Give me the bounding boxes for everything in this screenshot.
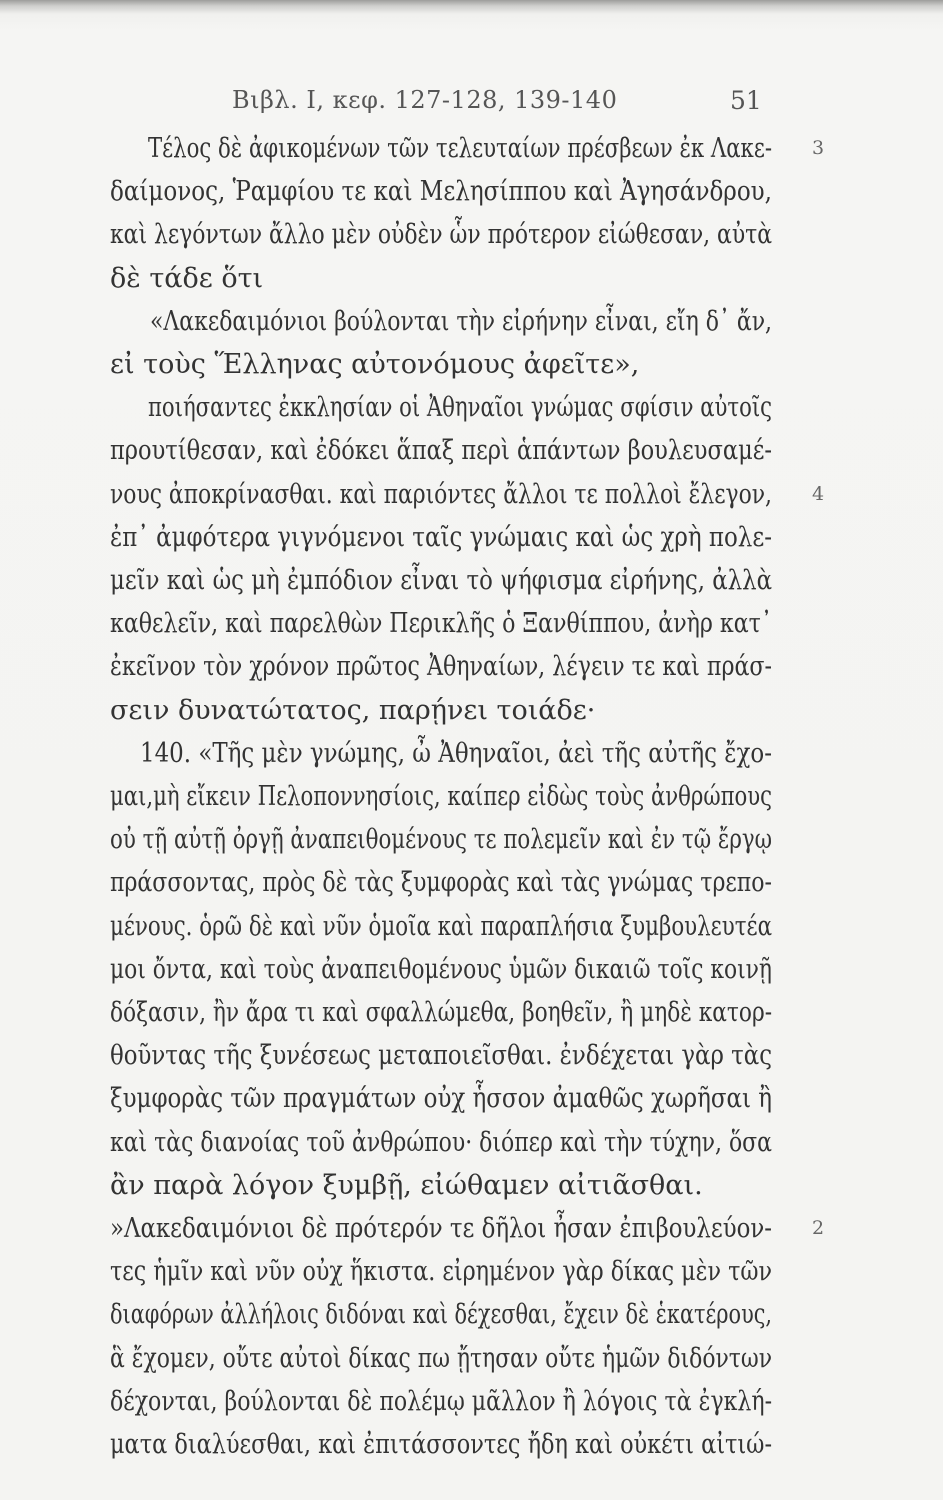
line-text: μαι,μὴ εἴκειν Πελοποννησίοις, καίπερ εἰδὼς τοὺς ἀνθρώπους [110,781,773,812]
text-line [110,559,894,602]
text-line [110,775,943,818]
text-line [110,991,935,1034]
line-text: μένους. ὁρῶ δὲ καὶ νῦν ὁμοῖα καὶ παραπλήσια ξυμβουλευτέα [110,910,772,942]
page-header [0,86,943,122]
margin-section-number: 2 [812,1217,825,1239]
text-line [110,170,887,213]
line-text: εἰ τοὺς Ἕλληνας αὐτονόμους ἀφεῖτε», [110,349,640,380]
text-line [110,1121,924,1164]
text-line [110,473,928,516]
line-text: ματα διαλύεσθαι, καὶ ἐπιτάσσοντες ἤδη καὶ οὐκέτι αἰτιώ- [110,1429,773,1460]
text-line [110,602,918,645]
line-text: δὲ τάδε ὅτι [110,262,264,294]
text-line [110,818,943,861]
text-line [110,689,595,732]
text-line [110,1293,943,1336]
line-text: θοῦντας τῆς ξυνέσεως μεταποιεῖσθαι. ἐνδέχεται γὰρ τὰς [110,1040,773,1072]
line-text: καθελεῖν, καὶ παρελθὼν Περικλῆς ὁ Ξανθίππου, ἀνὴρ κατ᾽ [110,608,772,640]
line-text: ἐκεῖνον τὸν χρόνον πρῶτος Ἀθηναίων, λέγειν τε καὶ πράσ- [110,651,773,683]
line-text: ἃ ἔχομεν, οὔτε αὐτοὶ δίκας πω ᾔτησαν οὔτε ἡμῶν διδόντων [110,1342,773,1374]
text-line [110,948,930,991]
line-text: καὶ λεγόντων ἄλλο μὲν οὐδὲν ὧν πρότερον εἰώθεσαν, αὐτὰ [110,219,773,251]
text-line [110,1380,921,1423]
line-text: ποιήσαντες ἐκκλησίαν οἱ Ἀθηναῖοι γνώμας σφίσιν αὐτοῖς [148,392,772,424]
line-text: καὶ τὰς διανοίας τοῦ ἀνθρώπου· διόπερ καὶ τὴν τύχην, ὅσα [110,1126,772,1158]
line-text: μοι ὄντα, καὶ τοὺς ἀναπειθομένους ὑμῶν δικαιῶ τοῖς κοινῇ [110,953,772,985]
text-line [110,343,639,386]
line-text: Τέλος δὲ ἀφικομένων τῶν τελευταίων πρέσβεων ἐκ Λακε- [148,133,772,164]
margin-section-number: 3 [812,137,825,159]
running-head: Βιβλ. Ι, κεφ. 127-128, 139-140 [232,86,618,114]
text-line [110,645,917,688]
line-text: 140. «Τῆς μὲν γνώμης, ὦ Ἀθηναῖοι, ἀεὶ τῆς αὐτῆς ἔχο- [140,737,772,769]
line-text: «Λακεδαιμόνιοι βούλονται τὴν εἰρήνην εἶναι, εἴη δ᾽ ἄν, [150,305,773,337]
text-line [110,861,922,904]
line-text: προυτίθεσαν, καὶ ἐδόκει ἅπαξ περὶ ἁπάντων βουλευσαμέ- [110,435,772,467]
line-text: δέχονται, βούλονται δὲ πολέμῳ μᾶλλον ἢ λόγοις τὰ ἐγκλή- [110,1385,773,1417]
line-text: δόξασιν, ἢν ἄρα τι καὶ σφαλλώμεθα, βοηθεῖν, ἢ μηδὲ κατορ- [110,997,773,1028]
text-line [110,1077,890,1120]
line-text: νους ἀποκρίνασθαι. καὶ παριόντες ἄλλοι τε πολλοὶ ἔλεγον, [110,478,773,510]
margin-section-number: 4 [812,482,825,505]
text-line [110,1423,908,1466]
line-text: ἐπ᾽ ἀμφότερα γιγνόμενοι ταῖς γνώμαις καὶ ὡς χρὴ πολε- [110,521,772,553]
line-text: σειν δυνατώτατος, παρῄνει τοιάδε· [110,694,596,726]
page-number: 51 [730,86,762,115]
text-line [110,1164,703,1207]
line-text: μεῖν καὶ ὡς μὴ ἐμπόδιον εἶναι τὸ ψήφισμα εἰρήνης, ἀλλὰ [110,565,773,596]
line-text: πράσσοντας, πρὸς δὲ τὰς ξυμφορὰς καὶ τὰς γνώμας τρεπο- [110,867,772,899]
text-line [110,213,927,256]
text-line [110,1250,915,1293]
text-line [110,1207,892,1250]
text-line [110,1034,892,1077]
line-text: ξυμφορὰς τῶν πραγμάτων οὐχ ἧσσον ἀμαθῶς χωρῆσαι ἢ [110,1083,772,1115]
line-text: οὐ τῇ αὐτῇ ὀργῇ ἀναπειθομένους τε πολεμεῖν καὶ ἐν τῷ ἔργῳ [110,824,773,856]
text-line [110,516,889,559]
text-line [140,732,884,775]
text-line [110,257,263,300]
text-line [150,300,915,343]
line-text: τες ἡμῖν καὶ νῦν οὐχ ἥκιστα. εἰρημένον γὰρ δίκας μὲν τῶν [110,1256,773,1288]
line-text: δαίμονος, Ῥαμφίου τε καὶ Μελησίππου καὶ Ἀγησάνδρου, [110,176,772,208]
page-top-shadow [0,0,943,14]
text-line [110,1337,927,1380]
line-text: ἂν παρὰ λόγον ξυμβῇ, εἰώθαμεν αἰτιᾶσθαι. [110,1169,703,1201]
line-text: διαφόρων ἀλλήλοις διδόναι καὶ δέχεσθαι, ἔχειν δὲ ἑκατέρους, [110,1299,773,1331]
text-line [110,905,943,948]
line-text: »Λακεδαιμόνιοι δὲ πρότερόν τε δῆλοι ἦσαν ἐπιβουλεύον- [110,1213,772,1244]
text-line [110,429,904,472]
text-line [148,386,943,429]
